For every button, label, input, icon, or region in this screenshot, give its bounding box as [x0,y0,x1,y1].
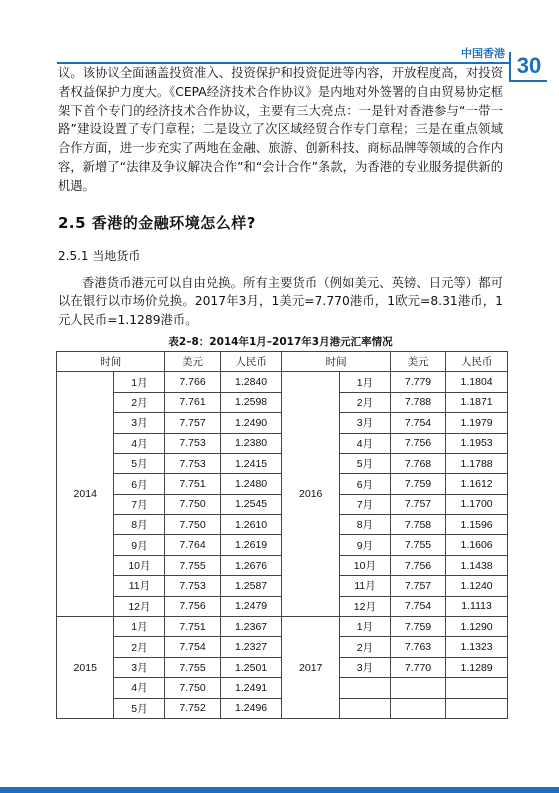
usd-cell-right: 7.755 [390,535,445,555]
usd-cell-right: 7.788 [390,392,445,412]
exchange-rate-table [56,351,508,719]
usd-cell-right: 7.756 [390,555,445,575]
table-header-row [57,351,508,371]
usd-cell-left: 7.752 [165,698,220,718]
usd-cell-right: 7.758 [390,515,445,535]
month-cell-left: 4月 [114,433,165,453]
rmb-cell-right: 1.1953 [446,433,508,453]
rmb-cell-left: 1.2676 [220,555,282,575]
rmb-cell-left: 1.2490 [220,413,282,433]
usd-cell-right: 7.759 [390,617,445,637]
month-cell-left: 3月 [114,657,165,677]
month-cell-right: 3月 [339,657,390,677]
page-number: 30 [509,52,547,82]
rmb-cell-left: 1.2415 [220,453,282,473]
month-cell-left: 11月 [114,576,165,596]
rmb-cell-left: 1.2501 [220,657,282,677]
rmb-cell-right [446,698,508,718]
usd-cell-left: 7.755 [165,657,220,677]
subsection-title: 2.5.1 当地货币 [58,248,141,263]
usd-cell-left: 7.753 [165,433,220,453]
usd-cell-left: 7.757 [165,413,220,433]
rmb-cell-right: 1.1438 [446,555,508,575]
month-cell-right: 1月 [339,372,390,392]
header-time-left: 时间 [57,351,165,371]
month-cell-right: 8月 [339,515,390,535]
rmb-cell-right: 1.1979 [446,413,508,433]
month-cell-right: 3月 [339,413,390,433]
rmb-cell-right: 1.1240 [446,576,508,596]
usd-cell-right: 7.754 [390,596,445,616]
usd-cell-left: 7.764 [165,535,220,555]
rmb-cell-left: 1.2598 [220,392,282,412]
month-cell-right: 2月 [339,392,390,412]
month-cell-right: 2月 [339,637,390,657]
table-body [57,372,508,719]
month-cell-left: 2月 [114,637,165,657]
usd-cell-right: 7.770 [390,657,445,677]
usd-cell-right: 7.768 [390,453,445,473]
usd-cell-left: 7.751 [165,617,220,637]
month-cell-right: 7月 [339,494,390,514]
usd-cell-right: 7.759 [390,474,445,494]
usd-cell-left: 7.753 [165,576,220,596]
month-cell-left: 1月 [114,372,165,392]
header-label: 中国香港 [461,47,505,60]
rmb-cell-right: 1.1323 [446,637,508,657]
month-cell-right [339,698,390,718]
header-rmb-left: 人民币 [220,351,282,371]
usd-cell-left: 7.750 [165,515,220,535]
header-rmb-right: 人民币 [446,351,508,371]
month-cell-left: 1月 [114,617,165,637]
usd-cell-right: 7.757 [390,576,445,596]
month-cell-left: 2月 [114,392,165,412]
month-cell-left: 10月 [114,555,165,575]
header-usd-left: 美元 [165,351,220,371]
month-cell-left: 8月 [114,515,165,535]
usd-cell-left: 7.761 [165,392,220,412]
rmb-cell-right: 1.1290 [446,617,508,637]
usd-cell-left: 7.756 [165,596,220,616]
rmb-cell-right: 1.1612 [446,474,508,494]
rmb-cell-left: 1.2496 [220,698,282,718]
rmb-cell-left: 1.2491 [220,678,282,698]
rmb-cell-left: 1.2587 [220,576,282,596]
rmb-cell-right: 1.1788 [446,453,508,473]
usd-cell-right: 7.757 [390,494,445,514]
month-cell-right: 11月 [339,576,390,596]
rmb-cell-left: 1.2840 [220,372,282,392]
month-cell-left: 5月 [114,453,165,473]
header-time-right: 时间 [282,351,390,371]
month-cell-left: 7月 [114,494,165,514]
section-title: 2.5 香港的金融环境怎么样? [58,213,256,232]
usd-cell-right: 7.756 [390,433,445,453]
rmb-cell-left: 1.2619 [220,535,282,555]
page-content [58,64,503,719]
month-cell-left: 6月 [114,474,165,494]
paragraph-currency: 香港货币港元可以自由兑换。所有主要货币（例如美元、英镑、日元等）都可以在银行以市场价兑换。2017年3月，1美元=7.770港币，1欧元=8.31港币，1元人民币=1.1289港币。 [58,275,503,328]
usd-cell-right: 7.763 [390,637,445,657]
usd-cell-left: 7.766 [165,372,220,392]
paragraph-cepa: 议。该协议全面涵盖投资准入、投资保护和投资促进等内容，开放程度高，对投资者权益保护力度大。《CEPA经济技术合作协议》是内地对外签署的自由贸易协定框架下首个专门的经济技术合作协议，主要有三大亮点：一是针对香港参与“一带一路”建设设置了专门章程；二是设立了次区域经贸合作专门章程；三是在重点领域合作方面，进一步充实了两地在金融、旅游、创新科技、商标品牌等领域的合作内容，新增了“法律及争议解决合作”和“会计合作”条款，为香港的专业服务提供新的机遇。 [58,66,503,193]
month-cell-right: 9月 [339,535,390,555]
month-cell-left: 5月 [114,698,165,718]
month-cell-left: 12月 [114,596,165,616]
usd-cell-right: 7.779 [390,372,445,392]
usd-cell-right [390,698,445,718]
rmb-cell-right: 1.1113 [446,596,508,616]
year-cell-right: 2017 [282,617,339,719]
usd-cell-left: 7.754 [165,637,220,657]
rmb-cell-right: 1.1804 [446,372,508,392]
month-cell-right [339,678,390,698]
month-cell-left: 9月 [114,535,165,555]
rmb-cell-left: 1.2480 [220,474,282,494]
month-cell-right: 1月 [339,617,390,637]
usd-cell-left: 7.751 [165,474,220,494]
rmb-cell-left: 1.2545 [220,494,282,514]
month-cell-right: 12月 [339,596,390,616]
rmb-cell-right: 1.1700 [446,494,508,514]
rmb-cell-right: 1.1289 [446,657,508,677]
rmb-cell-left: 1.2479 [220,596,282,616]
month-cell-right: 4月 [339,433,390,453]
month-cell-right: 10月 [339,555,390,575]
rmb-cell-left: 1.2380 [220,433,282,453]
rmb-cell-right [446,678,508,698]
rmb-cell-left: 1.2327 [220,637,282,657]
usd-cell-right: 7.754 [390,413,445,433]
usd-cell-left: 7.750 [165,678,220,698]
table-title: 表2–8：2014年1月–2017年3月港元汇率情况 [168,335,393,348]
year-cell-right: 2016 [282,372,339,617]
table-row [57,372,508,392]
footer-bar [0,787,559,793]
usd-cell-left: 7.755 [165,555,220,575]
rmb-cell-left: 1.2610 [220,515,282,535]
usd-cell-left: 7.753 [165,453,220,473]
usd-cell-left: 7.750 [165,494,220,514]
month-cell-right: 6月 [339,474,390,494]
table-row [57,617,508,637]
year-cell-left: 2015 [57,617,114,719]
header-usd-right: 美元 [390,351,445,371]
rmb-cell-right: 1.1606 [446,535,508,555]
rmb-cell-right: 1.1871 [446,392,508,412]
month-cell-left: 4月 [114,678,165,698]
month-cell-left: 3月 [114,413,165,433]
rmb-cell-left: 1.2367 [220,617,282,637]
rmb-cell-right: 1.1596 [446,515,508,535]
usd-cell-right [390,678,445,698]
year-cell-left: 2014 [57,372,114,617]
month-cell-right: 5月 [339,453,390,473]
